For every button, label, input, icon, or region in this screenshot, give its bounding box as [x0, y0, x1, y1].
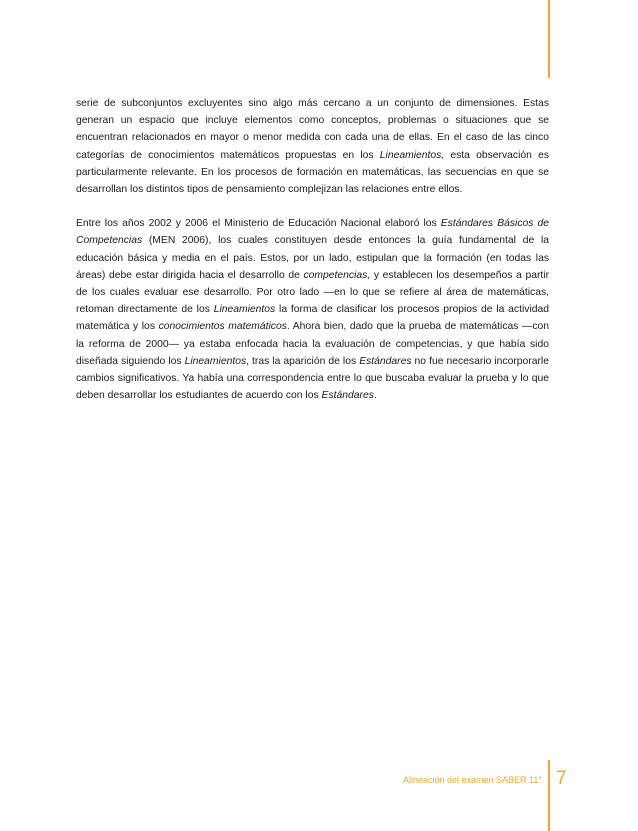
- footer-divider-rule: [548, 760, 550, 831]
- header-divider-rule: [548, 0, 550, 78]
- page-number: 7: [556, 768, 567, 789]
- body-text: [76, 95, 549, 421]
- paragraph: Entre los años 2002 y 2006 el Ministerio de Educación Nacional elaboró los Estándares Básicos de Competencias (MEN 2006), los cuales constituyen desde entonces la guía fundamental de la educación básica y media en el país. Estos, por un lado, estipulan que la formación (en todas las áreas) debe estar dirigida hacia el desarrollo de competencias, y establecen los desempeños a partir de los cuales evaluar ese desarrollo. Por otro lado —en lo que se refiere al área de matemáticas, retoman directamente de los Lineamientos la forma de clasificar los procesos propios de la actividad matemática y los conocimientos matemáticos. Ahora bien, dado que la prueba de matemáticas —con la reforma de 2000— ya estaba enfocada hacia la evaluación de competencias, y que había sido diseñada siguiendo los Lineamientos, tras la aparición de los Estándares no fue necesario incorporarle cambios significativos. Ya había una correspondencia entre lo que buscaba evaluar la prueba y lo que deben desarrollar los estudiantes de acuerdo con los Estándares.: [76, 218, 550, 402]
- footer-section-label: Alineación del examen SABER 11°: [402, 775, 542, 785]
- paragraph: serie de subconjuntos excluyentes sino algo más cercano a un conjunto de dimensiones. Estas generan un espacio que incluye elementos como conceptos, problemas o situaciones que se encuentran relacionados en mayor o menor medida con cada una de ellas. En el caso de las cinco categorías de conocimientos matemáticos propuestas en los Lineamientos, esta observación es particularmente relevante. En los procesos de formación en matemáticas, las secuencias en que se desarrollan los distintos tipos de pensamiento complejizan las relaciones entre ellos.: [76, 98, 549, 196]
